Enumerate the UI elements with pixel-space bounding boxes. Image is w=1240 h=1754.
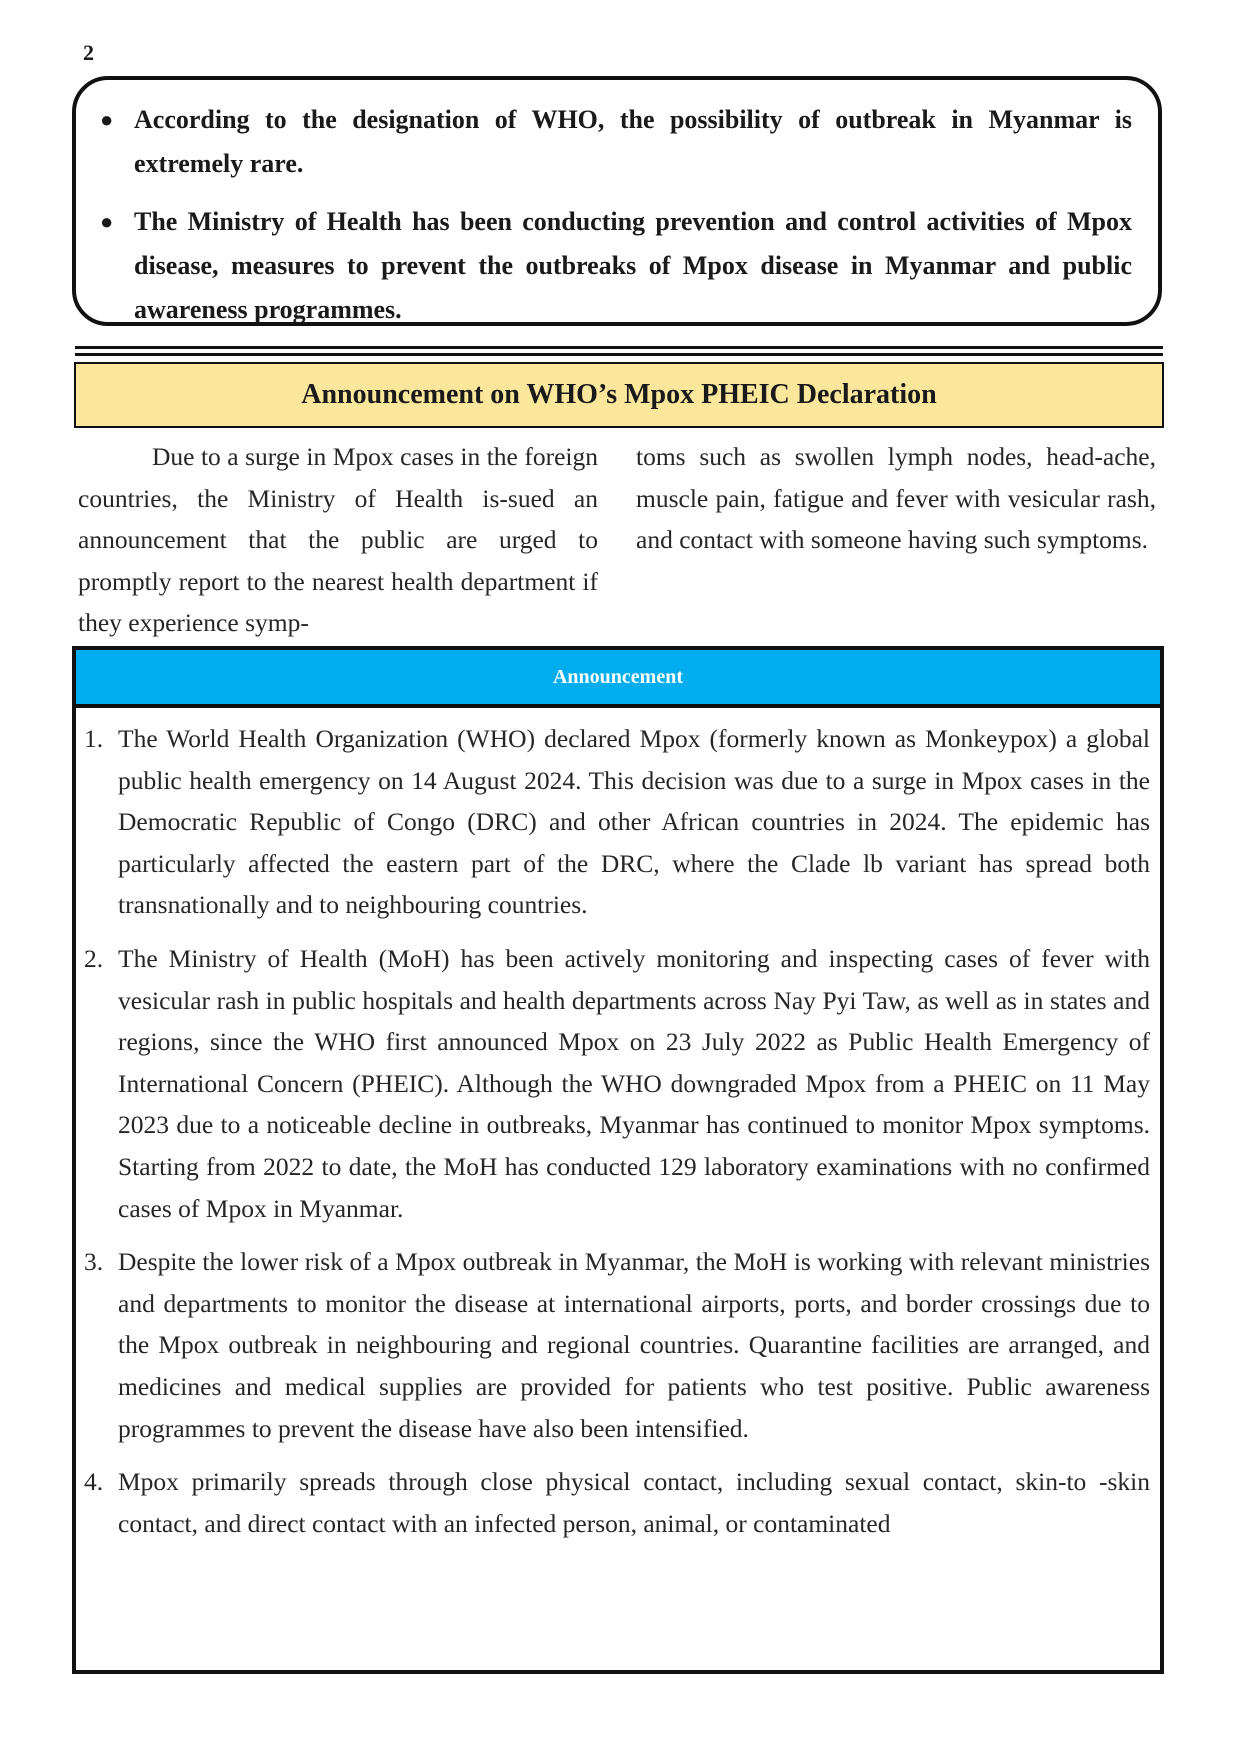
section-title: Announcement on WHO’s Mpox PHEIC Declaration <box>74 362 1164 428</box>
summary-box <box>72 76 1162 326</box>
bullet-icon: ● <box>100 107 114 132</box>
intro-column-right: toms such as swollen lymph nodes, head-ache, muscle pain, fatigue and fever with vesicular rash, and contact with someone having such symptoms. <box>636 442 1156 554</box>
item-number: 3. <box>84 1247 104 1277</box>
announcement-item <box>84 1241 1150 1449</box>
item-text: Despite the lower risk of a Mpox outbreak in Myanmar, the MoH is working with relevant ministries and departments to monitor the disease at international airports, ports, and border crossings due to the Mpox outbreak in neighbouring and regional countries. Quarantine facilities are arranged, and medicines and medical supplies are provided for patients who test positive. Public awareness programmes to prevent the disease have also been intensified. <box>118 1247 1150 1443</box>
announcement-box <box>72 646 1164 1674</box>
intro-text-left: Due to a surge in Mpox cases in the foreign countries, the Ministry of Health is-sued an announcement that the public are urged to promptly report to the nearest health department if they experience symp- <box>78 442 598 637</box>
announcement-item <box>84 718 1150 926</box>
summary-bullet-item <box>94 200 1132 332</box>
item-number: 1. <box>84 724 104 753</box>
item-text: Mpox primarily spreads through close physical contact, including sexual contact, skin-to -skin contact, and direct contact with an infected person, animal, or contaminated <box>118 1467 1150 1538</box>
announcement-item <box>84 1461 1150 1544</box>
summary-bullet-item <box>94 98 1132 186</box>
bullet-icon: ● <box>100 209 114 234</box>
item-number: 4. <box>84 1467 104 1497</box>
item-number: 2. <box>84 943 104 973</box>
announcement-header: Announcement <box>76 650 1160 708</box>
section-divider <box>75 346 1163 356</box>
item-text: The Ministry of Health (MoH) has been actively monitoring and inspecting cases of fever with vesicular rash in public hospitals and health departments across Nay Pyi Taw, as well as in states and regions, since the WHO first announced Mpox on 23 July 2022 as Public Health Emergency of International Concern (PHEIC). Although the WHO downgraded Mpox from a PHEIC on 11 May 2023 due to a noticeable decline in outbreaks, Myanmar has continued to monitor Mpox symptoms. Starting from 2022 to date, the MoH has conducted 129 laboratory examinations with no confirmed cases of Mpox in Myanmar. <box>118 943 1150 1223</box>
summary-bullet-text: According to the designation of WHO, the possibility of outbreak in Myanmar is extremely rare. <box>134 105 1132 178</box>
summary-bullet-list <box>94 98 1132 332</box>
announcement-item <box>84 938 1150 1229</box>
summary-bullet-text: The Ministry of Health has been conducting prevention and control activities of Mpox disease, measures to prevent the outbreaks of Mpox disease in Myanmar and public awareness programmes. <box>134 207 1132 324</box>
item-text: The World Health Organization (WHO) declared Mpox (formerly known as Monkeypox) a global public health emergency on 14 August 2024. This decision was due to a surge in Mpox cases in the Democratic Republic of Congo (DRC) and other African countries in 2024. The epidemic has particularly affected the eastern part of the DRC, where the Clade lb variant has spread both transnationally and to neighbouring countries. <box>118 724 1150 920</box>
intro-column-left <box>78 436 598 644</box>
announcement-list <box>76 708 1160 1544</box>
page-number: 2 <box>83 40 94 65</box>
